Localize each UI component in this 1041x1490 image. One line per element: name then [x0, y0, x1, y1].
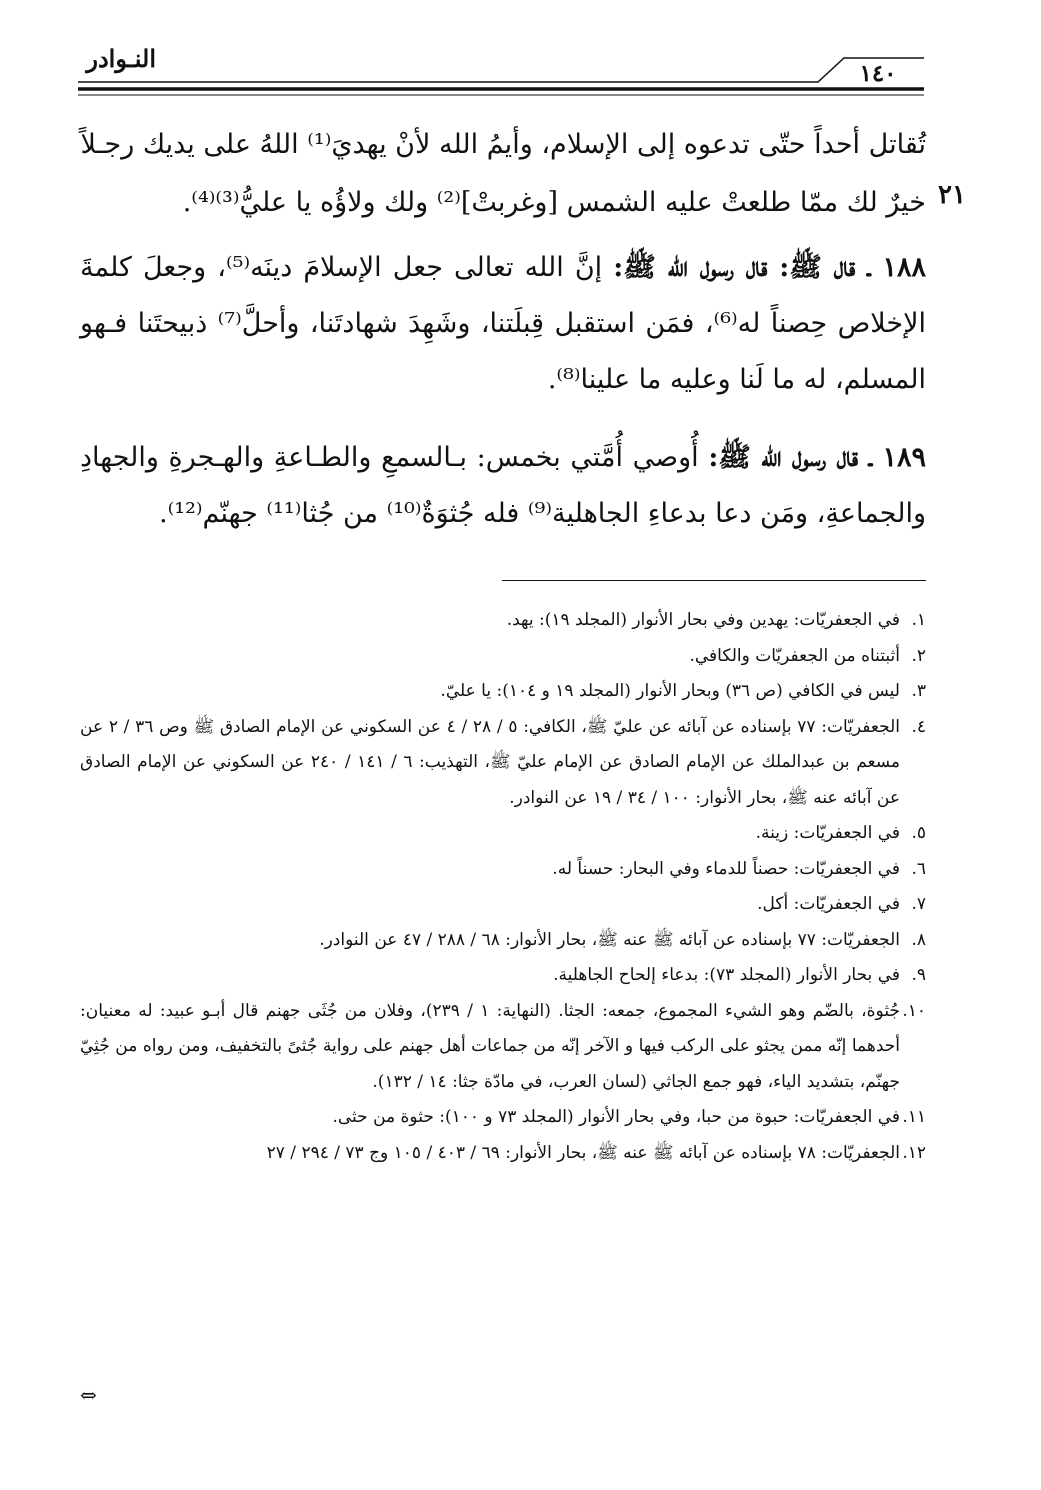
footnote-item	[80, 958, 926, 994]
footnote-number: ٤.	[911, 716, 926, 737]
footnote-text: في الجعفريّات: يهدين وفي بحار الأنوار (المجلد ١٩): يهد.	[506, 610, 900, 630]
footnote-item	[80, 816, 926, 852]
footnote-number: ٧.	[911, 894, 926, 914]
footnote-item	[80, 710, 926, 817]
footnote-number: ٣.	[911, 681, 926, 701]
footnote-divider	[502, 580, 926, 581]
footnote-item	[80, 674, 926, 710]
footnote-number: ٨.	[911, 929, 926, 950]
footnote-number: ٩.	[911, 965, 926, 985]
hadith-189-lead: ١٨٩ ـ قال رسول الله ﷺ:	[708, 442, 926, 473]
footnote-number: ٦.	[911, 858, 926, 879]
end-mark-icon: ⇔	[80, 1383, 97, 1407]
hadith-189	[80, 430, 926, 542]
footnote-item	[80, 603, 926, 639]
footnotes-list	[80, 603, 926, 1171]
footnote-text: ليس في الكافي (ص ٣٦) وبحار الأنوار (المجلد ١٩ و ١٠٤): يا عليّ.	[440, 681, 900, 701]
footnote-item	[80, 923, 926, 959]
paragraph-line-1: تُقاتل أحداً حتّى تدعوه إلى الإسلام، وأيمُ الله لأنْ يهديَ⁽¹⁾ اللهُ على يديك رجـلاً	[80, 129, 926, 160]
footnote-text: الجعفريّات: ٧٧ بإسناده عن آبائه عن عليّ ﷺ، الكافي: ٥ / ٢٨ / ٤ عن السكوني عن الإمام الصادق ﷺ وص ٣٦ / ٢ عن مسعم بن عبدالملك عن الإمام الصادق عن الإمام عليّ ﷺ، التهذيب: ٦ / ١٤١ / ٢٤٠ عن السكوني عن الإمام الصادق عن آبائه عنه ﷺ، بحار الأنوار: ١٠٠ / ٣٤ / ١٩ عن النوادر.	[80, 716, 900, 808]
paragraph-line-2: خيرٌ لك ممّا طلعتْ عليه الشمس [وغربتْ]⁽²⁾ ولك ولاؤُه يا عليُّ⁽³⁾⁽⁴⁾.	[182, 187, 926, 218]
footnote-number: ١١.	[902, 1107, 926, 1127]
page-number: ١٤٠	[859, 60, 897, 87]
hadith-188	[80, 240, 926, 408]
book-title: النـوادر	[86, 44, 156, 73]
footnote-number: ١٠.	[902, 1000, 926, 1021]
hadith-189-text: أُوصي أُمَّتي بخمس: بـالسمعِ والطـاعةِ والهـجرةِ والجهادِ والجماعةِ، ومَن دعا بدعاءِ الجاهلية⁽⁹⁾ فله جُثوَةٌ⁽¹⁰⁾ من جُثا⁽¹¹⁾ جهنّم⁽¹²⁾.	[80, 442, 926, 529]
footnote-text: في الجعفريّات: أكل.	[757, 894, 900, 914]
footnote-number: ٥.	[911, 823, 926, 843]
margin-line-number: ٢١	[938, 180, 966, 210]
footnote-item	[80, 1100, 926, 1136]
footnote-text: أثبتناه من الجعفريّات والكافي.	[689, 645, 900, 666]
footnote-item	[80, 994, 926, 1101]
footnote-number: ٢.	[911, 645, 926, 666]
footnote-text: في بحار الأنوار (المجلد ٧٣): بدعاء إلحاح الجاهلية.	[553, 965, 900, 985]
hadith-188-text: إنَّ الله تعالى جعل الإسلامَ دينَه⁽⁵⁾، وجعلَ كلمةَ الإخلاص حِصناً له⁽⁶⁾، فمَن استقبل قِبلَتنا، وشَهِدَ شهادتَنا، وأحلَّ⁽⁷⁾ ذبيحتَنا فـهو المسلم، له ما لَنا وعليه ما علينا⁽⁸⁾.	[80, 252, 926, 395]
footnote-text: في الجعفريّات: حصناً للدماء وفي البحار: حسناً له.	[552, 858, 900, 879]
footnote-text: جُثوة، بالضّم وهو الشيء المجموع، جمعه: الجثا. (النهاية: ١ / ٢٣٩)، وفلان من جُثَى جهنم قال أبـو عبيد: له معنيان: أحدهما إنّه ممن يجثو على الركب فيها و الآخر إنّه من جماعات أهل جهنم على رواية جُثىً بالتخفيف، ومن رواه من جُثِيّ جهنّم، بتشديد الياء، فهو جمع الجاثي (لسان العرب، في مادّة جثا: ١٤ / ١٣٢).	[80, 1000, 900, 1092]
footnote-text: الجعفريّات: ٧٨ بإسناده عن آبائه ﷺ عنه ﷺ، بحار الأنوار: ٦٩ / ٤٠٣ / ١٠٥ وج ٧٣ / ٢٩٤ / ٢٧	[266, 1142, 900, 1163]
hadith-188-lead: ١٨٨ ـ قال ﷺ: قال رسول الله ﷺ:	[613, 252, 926, 283]
footnote-text: في الجعفريّات: حبوة من حبا، وفي بحار الأنوار (المجلد ٧٣ و ١٠٠): حثوة من حثى.	[332, 1107, 900, 1127]
footnote-number: ١٢.	[902, 1142, 926, 1163]
footnote-item	[80, 887, 926, 923]
footnote-item	[80, 852, 926, 888]
footnote-text: في الجعفريّات: زينة.	[755, 823, 900, 843]
footnote-item	[80, 1136, 926, 1172]
footnote-text: الجعفريّات: ٧٧ بإسناده عن آبائه ﷺ عنه ﷺ، بحار الأنوار: ٦٨ / ٢٨٨ / ٤٧ عن النوادر.	[319, 929, 900, 950]
header-rule-ornament	[78, 52, 924, 100]
footnote-number: ١.	[911, 610, 926, 630]
footnote-item	[80, 639, 926, 675]
